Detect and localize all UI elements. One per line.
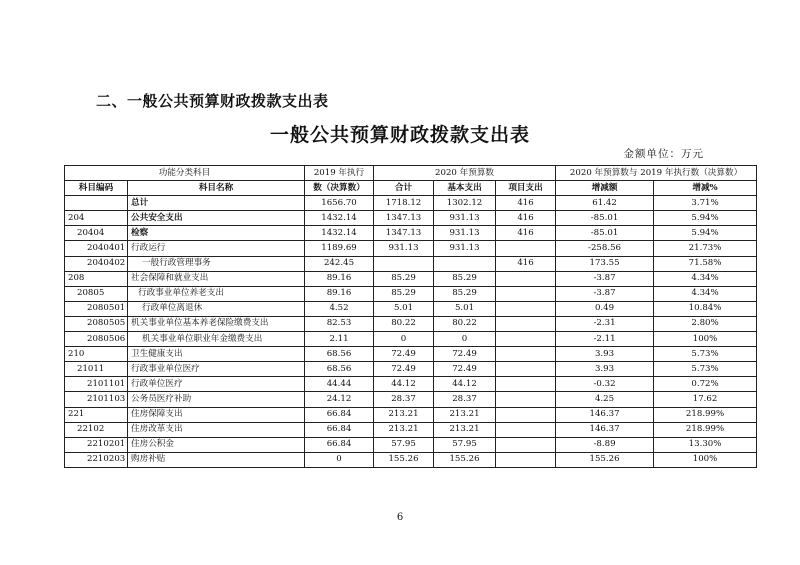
row-project: 416 [496, 196, 556, 211]
row-project [496, 362, 556, 377]
row-diff: 3.93 [556, 362, 654, 377]
row-exec2019: 68.56 [305, 347, 374, 362]
table-row [65, 347, 757, 362]
table-row [65, 332, 757, 347]
row-basic: 213.21 [434, 407, 496, 422]
row-diff: -3.87 [556, 271, 654, 286]
header-basic: 基本支出 [434, 181, 496, 196]
row-project: 416 [496, 256, 556, 271]
row-project [496, 332, 556, 347]
row-exec2019: 68.56 [305, 362, 374, 377]
row-rate: 4.34% [654, 286, 757, 301]
row-diff: -0.32 [556, 377, 654, 392]
row-name: 住房改革支出 [128, 422, 305, 437]
row-basic: 57.95 [434, 437, 496, 452]
row-diff: -2.11 [556, 332, 654, 347]
row-project [496, 316, 556, 331]
row-code: 2080506 [65, 332, 128, 347]
row-exec2019: 1432.14 [305, 226, 374, 241]
table-row [65, 392, 757, 407]
row-name: 一般行政管理事务 [128, 256, 305, 271]
row-diff: 155.26 [556, 452, 654, 467]
row-code: 20404 [65, 226, 128, 241]
row-rate: 13.30% [654, 437, 757, 452]
row-project [496, 392, 556, 407]
row-exec2019: 89.16 [305, 271, 374, 286]
page-title: 一般公共预算财政拨款支出表 [269, 124, 530, 146]
unit-label: 金额单位：万元 [623, 148, 704, 160]
row-rate: 3.71% [654, 196, 757, 211]
table-row [65, 362, 757, 377]
row-name: 行政单位医疗 [128, 377, 305, 392]
table-row [65, 407, 757, 422]
row-total: 1718.12 [374, 196, 434, 211]
row-diff: 4.25 [556, 392, 654, 407]
row-total [374, 256, 434, 271]
row-diff: -3.87 [556, 286, 654, 301]
row-exec2019: 1656.70 [305, 196, 374, 211]
row-basic: 1302.12 [434, 196, 496, 211]
row-project [496, 407, 556, 422]
row-project [496, 437, 556, 452]
row-rate: 5.94% [654, 211, 757, 226]
row-total: 155.26 [374, 452, 434, 467]
row-name: 机关事业单位职业年金缴费支出 [128, 332, 305, 347]
table-row [65, 256, 757, 271]
row-rate: 10.84% [654, 301, 757, 316]
row-name: 行政运行 [128, 241, 305, 256]
row-code: 204 [65, 211, 128, 226]
row-rate: 71.58% [654, 256, 757, 271]
row-rate: 218.99% [654, 407, 757, 422]
row-diff: 146.37 [556, 422, 654, 437]
row-name: 住房公积金 [128, 437, 305, 452]
row-project: 416 [496, 211, 556, 226]
row-code [65, 196, 128, 211]
row-basic: 28.37 [434, 392, 496, 407]
row-project [496, 422, 556, 437]
row-rate: 218.99% [654, 422, 757, 437]
row-exec2019: 1189.69 [305, 241, 374, 256]
row-project [496, 377, 556, 392]
row-name: 总计 [128, 196, 305, 211]
budget-table [64, 165, 757, 468]
header-project: 项目支出 [496, 181, 556, 196]
table-row [65, 271, 757, 286]
row-project [496, 301, 556, 316]
row-code: 2080505 [65, 316, 128, 331]
row-total: 0 [374, 332, 434, 347]
row-diff: -258.56 [556, 241, 654, 256]
row-name: 社会保障和就业支出 [128, 271, 305, 286]
row-exec2019: 24.12 [305, 392, 374, 407]
row-code: 2040402 [65, 256, 128, 271]
row-code: 2101101 [65, 377, 128, 392]
row-total: 1347.13 [374, 211, 434, 226]
table-row [65, 452, 757, 467]
row-basic: 80.22 [434, 316, 496, 331]
row-exec2019: 44.44 [305, 377, 374, 392]
header-rate: 增减% [654, 181, 757, 196]
row-diff: 146.37 [556, 407, 654, 422]
header-name: 科目名称 [128, 181, 305, 196]
row-project [496, 286, 556, 301]
header-row-2 [65, 181, 757, 196]
table-row [65, 377, 757, 392]
row-exec2019: 242.45 [305, 256, 374, 271]
row-diff: -2.31 [556, 316, 654, 331]
row-exec2019: 0 [305, 452, 374, 467]
row-rate: 21.73% [654, 241, 757, 256]
row-code: 210 [65, 347, 128, 362]
row-project [496, 271, 556, 286]
row-exec2019: 4.52 [305, 301, 374, 316]
row-total: 28.37 [374, 392, 434, 407]
header-code: 科目编码 [65, 181, 128, 196]
table-row [65, 226, 757, 241]
row-total: 931.13 [374, 241, 434, 256]
row-basic: 44.12 [434, 377, 496, 392]
row-code: 22102 [65, 422, 128, 437]
row-diff: 173.55 [556, 256, 654, 271]
row-basic: 5.01 [434, 301, 496, 316]
row-rate: 5.73% [654, 362, 757, 377]
row-name: 机关事业单位基本养老保险缴费支出 [128, 316, 305, 331]
header-exec-2019-line1: 2019 年执行 [305, 166, 374, 181]
table-row [65, 422, 757, 437]
table-row [65, 286, 757, 301]
row-name: 行政事业单位养老支出 [128, 286, 305, 301]
row-project [496, 452, 556, 467]
row-total: 57.95 [374, 437, 434, 452]
header-exec-2019-line2: 数（决算数） [305, 181, 374, 196]
row-total: 1347.13 [374, 226, 434, 241]
table-row [65, 437, 757, 452]
header-total: 合计 [374, 181, 434, 196]
row-exec2019: 66.84 [305, 407, 374, 422]
row-code: 2101103 [65, 392, 128, 407]
row-total: 72.49 [374, 362, 434, 377]
row-basic: 931.13 [434, 226, 496, 241]
row-name: 住房保障支出 [128, 407, 305, 422]
row-code: 2210201 [65, 437, 128, 452]
header-func-category: 功能分类科目 [65, 166, 305, 181]
row-code: 208 [65, 271, 128, 286]
row-basic: 155.26 [434, 452, 496, 467]
header-compare: 2020 年预算数与 2019 年执行数（决算数） [556, 166, 757, 181]
row-code: 21011 [65, 362, 128, 377]
row-total: 5.01 [374, 301, 434, 316]
row-basic: 931.13 [434, 211, 496, 226]
row-project [496, 347, 556, 362]
row-total: 213.21 [374, 422, 434, 437]
header-budget-2020: 2020 年预算数 [374, 166, 556, 181]
row-basic [434, 256, 496, 271]
table-row [65, 316, 757, 331]
row-exec2019: 66.84 [305, 422, 374, 437]
row-total: 213.21 [374, 407, 434, 422]
row-diff: -8.89 [556, 437, 654, 452]
section-heading: 二、一般公共预算财政拨款支出表 [96, 92, 329, 110]
table-row [65, 301, 757, 316]
row-name: 卫生健康支出 [128, 347, 305, 362]
row-rate: 0.72% [654, 377, 757, 392]
row-basic: 72.49 [434, 347, 496, 362]
row-name: 公务员医疗补助 [128, 392, 305, 407]
table-row [65, 241, 757, 256]
row-code: 2040401 [65, 241, 128, 256]
page-number: 6 [396, 512, 404, 523]
row-exec2019: 66.84 [305, 437, 374, 452]
header-row-1 [65, 166, 757, 181]
row-code: 221 [65, 407, 128, 422]
table-row [65, 211, 757, 226]
row-basic: 931.13 [434, 241, 496, 256]
row-name: 购房补贴 [128, 452, 305, 467]
row-total: 80.22 [374, 316, 434, 331]
row-rate: 100% [654, 452, 757, 467]
row-basic: 0 [434, 332, 496, 347]
row-basic: 85.29 [434, 271, 496, 286]
row-diff: 61.42 [556, 196, 654, 211]
row-code: 20805 [65, 286, 128, 301]
row-rate: 2.80% [654, 316, 757, 331]
row-rate: 17.62 [654, 392, 757, 407]
row-project: 416 [496, 226, 556, 241]
row-rate: 100% [654, 332, 757, 347]
row-rate: 5.73% [654, 347, 757, 362]
row-exec2019: 2.11 [305, 332, 374, 347]
row-code: 2080501 [65, 301, 128, 316]
row-rate: 5.94% [654, 226, 757, 241]
row-basic: 213.21 [434, 422, 496, 437]
row-total: 72.49 [374, 347, 434, 362]
row-name: 检察 [128, 226, 305, 241]
row-diff: 3.93 [556, 347, 654, 362]
row-rate: 4.34% [654, 271, 757, 286]
row-basic: 72.49 [434, 362, 496, 377]
row-diff: -85.01 [556, 226, 654, 241]
row-basic: 85.29 [434, 286, 496, 301]
row-total: 85.29 [374, 271, 434, 286]
row-exec2019: 89.16 [305, 286, 374, 301]
row-name: 公共安全支出 [128, 211, 305, 226]
row-total: 44.12 [374, 377, 434, 392]
row-diff: -85.01 [556, 211, 654, 226]
row-exec2019: 1432.14 [305, 211, 374, 226]
row-diff: 0.49 [556, 301, 654, 316]
row-exec2019: 82.53 [305, 316, 374, 331]
row-name: 行政事业单位医疗 [128, 362, 305, 377]
row-name: 行政单位离退休 [128, 301, 305, 316]
row-code: 2210203 [65, 452, 128, 467]
row-project [496, 241, 556, 256]
table-row [65, 196, 757, 211]
row-total: 85.29 [374, 286, 434, 301]
header-diff: 增减额 [556, 181, 654, 196]
